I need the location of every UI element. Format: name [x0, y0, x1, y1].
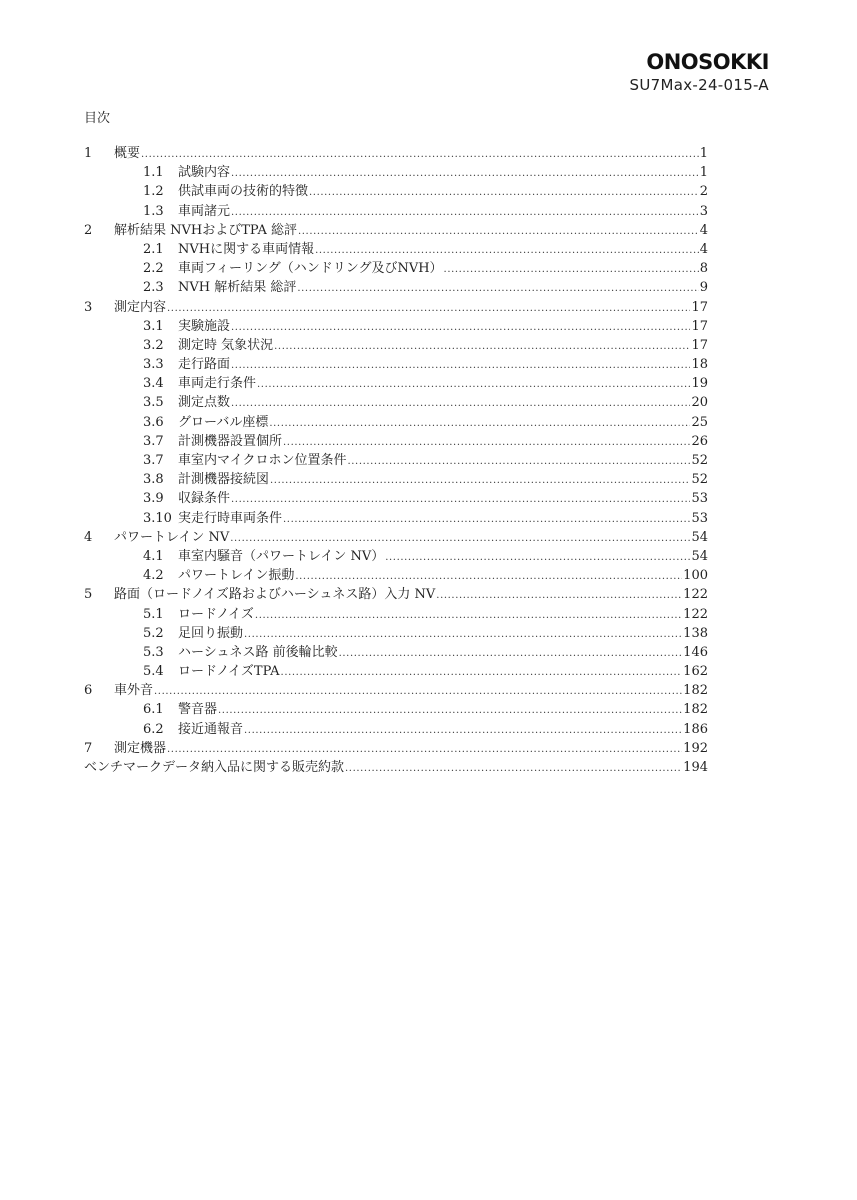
dot-leader: [167, 740, 682, 759]
dot-leader: [218, 701, 682, 720]
toc-entry[interactable]: [84, 355, 708, 374]
dot-leader: [339, 644, 683, 663]
toc-entry-number: 6: [84, 683, 93, 699]
toc-entry-title: パワートレイン振動: [178, 568, 295, 584]
toc-entry-page: 8: [699, 261, 708, 277]
toc-entry[interactable]: [84, 278, 708, 297]
toc-entry-page: 17: [691, 299, 708, 315]
toc-entry[interactable]: [84, 585, 708, 604]
toc-entry-title: 測定内容: [114, 299, 167, 315]
dot-leader: [269, 414, 690, 433]
dot-leader: [231, 356, 690, 375]
document-number: SU7Max-24-015-A: [629, 76, 769, 94]
toc-entry[interactable]: [84, 605, 708, 624]
toc-entry-title: ベンチマークデータ納入品に関する販売約款: [84, 760, 345, 775]
toc-entry-number: 6.1: [143, 702, 164, 718]
toc-entry-title: 車両走行条件: [178, 376, 257, 392]
toc-entry-page: 54: [691, 548, 708, 564]
toc-entry-number: 4: [84, 529, 93, 545]
dot-leader: [298, 222, 699, 241]
toc-entry[interactable]: [84, 144, 708, 163]
toc-entry-page: 182: [683, 702, 708, 718]
toc-entry-page: 4: [699, 222, 708, 238]
toc-entry[interactable]: [84, 393, 708, 412]
company-logo: ONOSOKKI: [646, 50, 769, 74]
toc-entry-number: 4.1: [143, 548, 164, 564]
toc-entry-page: 54: [691, 529, 708, 545]
toc-entry-number: 2: [84, 222, 93, 238]
toc-entry[interactable]: [84, 547, 708, 566]
toc-entry-page: 162: [683, 664, 708, 680]
toc-entry-number: 6.2: [143, 721, 164, 737]
toc-entry[interactable]: [84, 298, 708, 317]
toc-entry-number: 3.3: [143, 357, 164, 373]
dot-leader: [283, 510, 690, 529]
toc-entry[interactable]: [84, 681, 708, 700]
toc-entry[interactable]: [84, 432, 708, 451]
toc-entry-page: 9: [699, 280, 708, 296]
toc-entry[interactable]: [84, 739, 708, 758]
toc-entry-page: 18: [691, 357, 708, 373]
toc-entry[interactable]: [84, 624, 708, 643]
toc-entry-page: 182: [683, 683, 708, 699]
dot-leader: [231, 394, 690, 413]
toc-entry-title: 解析結果 NVHおよびTPA 総評: [114, 222, 297, 238]
toc-entry-page: 20: [691, 395, 708, 411]
toc-entry[interactable]: [84, 489, 708, 508]
toc-entry[interactable]: [84, 643, 708, 662]
toc-entry-number: 1.3: [143, 203, 164, 219]
toc-entry-title: 計測機器設置個所: [178, 433, 283, 449]
toc-entry-number: 2.1: [143, 241, 164, 257]
toc-entry-number: 3.7: [143, 453, 164, 468]
toc-entry[interactable]: [84, 317, 708, 336]
dot-leader: [154, 682, 682, 701]
toc-entry-page: 17: [691, 318, 708, 334]
toc-entry-title: 供試車両の技術的特徴: [178, 184, 309, 200]
dot-leader: [255, 606, 682, 625]
toc-entry-page: 146: [683, 644, 708, 660]
toc-entry-number: 3.5: [143, 395, 164, 411]
toc-entry[interactable]: [84, 509, 708, 528]
toc-entry-number: 3.7: [143, 433, 164, 449]
toc-entry-number: 5.1: [143, 606, 164, 622]
toc-entry-number: 5.3: [143, 644, 164, 660]
toc-entry-number: 3: [84, 299, 93, 315]
toc-entry[interactable]: [84, 662, 708, 681]
toc-entry-title: NVH 解析結果 総評: [178, 280, 297, 296]
toc-entry[interactable]: [84, 163, 708, 182]
toc-entry-title: 実験施設: [178, 318, 231, 334]
toc-entry-title: 車室内騒音（パワートレイン NV）: [178, 548, 385, 564]
toc-entry-number: 5: [84, 587, 93, 603]
toc-entry[interactable]: [84, 470, 708, 489]
dot-leader: [231, 490, 690, 509]
toc-entry[interactable]: [84, 182, 708, 201]
dot-leader: [436, 586, 682, 605]
toc-entry[interactable]: [84, 720, 708, 739]
dot-leader: [281, 663, 683, 682]
toc-entry-page: 1: [699, 165, 708, 181]
toc-entry-page: 122: [683, 606, 708, 622]
toc-entry-title: 車両諸元: [178, 203, 231, 219]
dot-leader: [295, 567, 682, 586]
toc-entry-title: 足回り振動: [178, 625, 244, 641]
toc-entry-page: 3: [699, 203, 708, 219]
toc-entry[interactable]: [84, 451, 708, 470]
toc-entry-title: 概要: [114, 146, 141, 161]
toc-entry-number: 1.2: [143, 184, 164, 200]
dot-leader: [297, 279, 698, 298]
toc-entry-title: 実走行時車両条件: [178, 510, 283, 526]
toc-entry-number: 5.4: [143, 664, 164, 680]
dot-leader: [231, 203, 699, 222]
toc-entry[interactable]: [84, 240, 708, 259]
toc-entry-title: 車両フィーリング（ハンドリング及びNVH）: [178, 261, 443, 277]
toc-entry[interactable]: [84, 566, 708, 585]
toc-entry-number: 2.2: [143, 261, 164, 277]
toc-entry-title: ハーシュネス路 前後輪比較: [178, 644, 338, 660]
toc-entry-title: 計測機器接続図: [178, 472, 270, 488]
toc-entry-number: 5.2: [143, 625, 164, 641]
dot-leader: [283, 433, 690, 452]
dot-leader: [345, 759, 682, 778]
dot-leader: [167, 299, 690, 318]
toc-entry-number: 3.8: [143, 472, 164, 488]
dot-leader: [270, 471, 690, 490]
toc-entry[interactable]: [84, 221, 708, 240]
toc-entry-number: 3.6: [143, 414, 164, 430]
dot-leader: [231, 164, 699, 183]
dot-leader: [141, 145, 699, 164]
toc-entry-page: 186: [683, 721, 708, 737]
toc-entry[interactable]: [84, 413, 708, 432]
toc-entry-title: 収録条件: [178, 491, 231, 507]
toc-entry[interactable]: [84, 374, 708, 393]
toc-entry[interactable]: [84, 336, 708, 355]
dot-leader: [257, 375, 690, 394]
toc-entry-page: 192: [683, 740, 708, 756]
toc-entry-title: 車外音: [114, 683, 154, 699]
toc-entry-page: 19: [691, 376, 708, 392]
dot-leader: [385, 548, 690, 567]
toc-entry-page: 138: [683, 625, 708, 641]
toc-entry-page: 53: [691, 510, 708, 526]
toc-entry-number: 7: [84, 740, 93, 756]
toc-heading: 目次: [84, 111, 111, 126]
toc-entry-page: 122: [683, 587, 708, 603]
toc-entry-title: 警音器: [178, 702, 218, 718]
toc-entry-number: 3.1: [143, 318, 164, 334]
dot-leader: [230, 529, 690, 548]
dot-leader: [244, 625, 682, 644]
toc-entry-title: NVHに関する車両情報: [178, 241, 315, 257]
toc-entry-title: 走行路面: [178, 357, 231, 373]
toc-entry-page: 17: [691, 337, 708, 353]
toc-entry-title: ロードノイズTPA: [178, 664, 280, 680]
toc-entry-page: 52: [691, 453, 708, 468]
dot-leader: [274, 337, 690, 356]
toc-entry-number: 3.2: [143, 337, 164, 353]
toc-entry-title: ロードノイズ: [178, 606, 254, 622]
toc-entry-number: 2.3: [143, 280, 164, 296]
table-of-contents: [84, 144, 708, 777]
toc-entry-title: 測定機器: [114, 740, 167, 756]
toc-entry-page: 53: [691, 491, 708, 507]
toc-entry-page: 4: [699, 241, 708, 257]
toc-entry-page: 2: [699, 184, 708, 200]
toc-entry-title: 試験内容: [178, 165, 231, 181]
dot-leader: [231, 318, 690, 337]
toc-entry-title: 測定点数: [178, 395, 231, 411]
toc-entry[interactable]: [84, 700, 708, 719]
toc-entry[interactable]: [84, 758, 708, 777]
toc-entry[interactable]: [84, 528, 708, 547]
toc-entry-number: 3.4: [143, 376, 164, 392]
toc-entry[interactable]: [84, 202, 708, 221]
toc-entry-page: 25: [691, 414, 708, 430]
toc-entry-page: 26: [691, 433, 708, 449]
toc-entry-title: 車室内マイクロホン位置条件: [178, 453, 347, 468]
toc-entry-title: パワートレイン NV: [114, 529, 230, 545]
toc-entry-page: 100: [683, 568, 708, 584]
dot-leader: [444, 260, 699, 279]
toc-entry-page: 52: [691, 472, 708, 488]
toc-entry-number: 3.10: [143, 510, 172, 526]
toc-entry-number: 1: [84, 146, 93, 161]
dot-leader: [309, 183, 699, 202]
toc-entry-number: 1.1: [143, 165, 164, 181]
toc-entry-title: 接近通報音: [178, 721, 244, 737]
toc-entry-page: 194: [683, 760, 708, 775]
dot-leader: [347, 452, 690, 471]
dot-leader: [244, 721, 682, 740]
toc-entry-title: 路面（ロードノイズ路およびハーシュネス路）入力 NV: [114, 587, 436, 603]
toc-entry-title: 測定時 気象状況: [178, 337, 274, 353]
dot-leader: [315, 241, 699, 260]
toc-entry-title: グローバル座標: [178, 414, 269, 430]
toc-entry[interactable]: [84, 259, 708, 278]
toc-entry-page: 1: [699, 146, 708, 161]
toc-entry-number: 3.9: [143, 491, 164, 507]
toc-entry-number: 4.2: [143, 568, 164, 584]
